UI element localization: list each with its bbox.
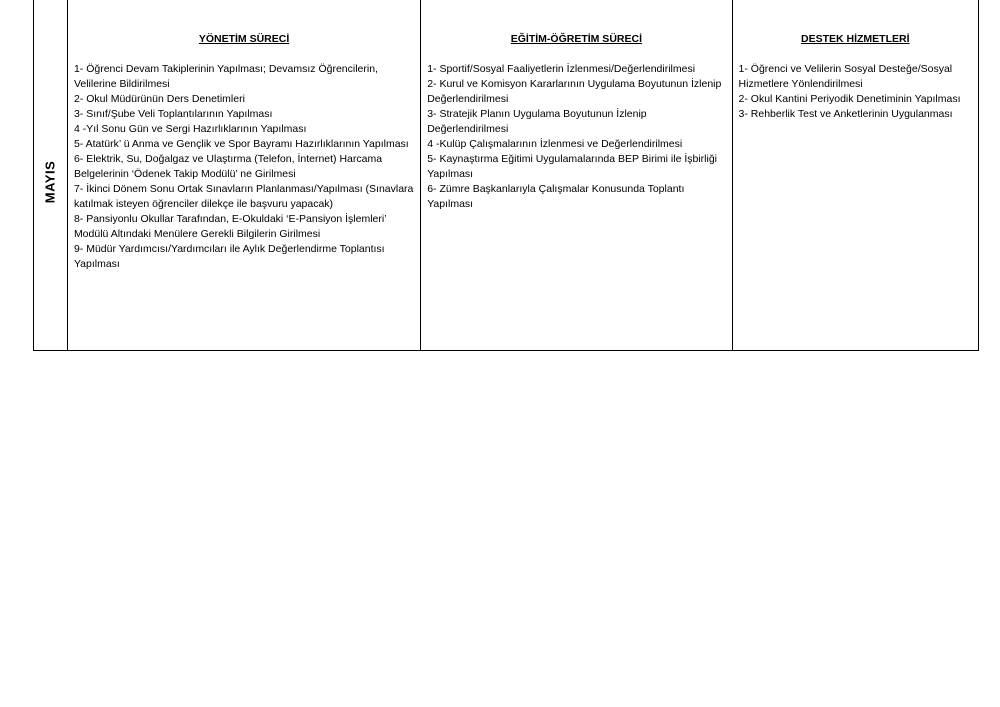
monthly-plan-table (33, 0, 979, 351)
column-title-yonetim: YÖNETİM SÜRECİ (198, 33, 290, 45)
list-item: 5- Atatürk’ ü Anma ve Gençlik ve Spor Bayramı Hazırlıklarının Yapılması (73, 138, 409, 150)
list-item: 5- Kaynaştırma Eğitimi Uygulamalarında BEP Birimi ile İşbirliği Yapılması (427, 153, 718, 180)
egitim-ogretim-item-list (427, 62, 727, 212)
destek-item-list (739, 62, 974, 122)
destek-column (733, 0, 978, 350)
list-item: 2- Okul Kantini Periyodik Denetiminin Yapılması (738, 93, 961, 105)
list-item: 3- Stratejik Planın Uygulama Boyutunun İzlenip Değerlendirilmesi (427, 108, 647, 135)
list-item: 9- Müdür Yardımcısı/Yardımcıları ile Aylık Değerlendirme Toplantısı Yapılması (73, 243, 385, 270)
column-title-destek: DESTEK HİZMETLERİ (801, 33, 910, 45)
list-item: 4 -Kulüp Çalışmalarının İzlenmesi ve Değerlendirilmesi (427, 138, 683, 150)
month-label: MAYIS (42, 160, 58, 204)
list-item: 3- Rehberlik Test ve Anketlerinin Uygulanması (738, 108, 953, 120)
list-item: 1- Sportif/Sosyal Faaliyetlerin İzlenmesi/Değerlendirilmesi (427, 63, 696, 75)
list-item: 1- Öğrenci Devam Takiplerinin Yapılması; Devamsız Öğrencilerin, Velilerine Bildirilmesi (73, 63, 378, 90)
list-item: 2- Kurul ve Komisyon Kararlarının Uygulama Boyutunun İzlenip Değerlendirilmesi (427, 78, 722, 105)
list-item: 1- Öğrenci ve Velilerin Sosyal Desteğe/Sosyal Hizmetlere Yönlendirilmesi (738, 63, 953, 90)
list-item: 6- Zümre Başkanlarıyla Çalışmalar Konusunda Toplantı Yapılması (427, 183, 685, 210)
month-column (34, 0, 68, 350)
egitim-ogretim-column (421, 0, 732, 350)
yonetim-item-list (74, 62, 416, 272)
list-item: 3- Sınıf/Şube Veli Toplantılarının Yapılması (73, 108, 273, 120)
list-item: 7- İkinci Dönem Sonu Ortak Sınavların Planlanması/Yapılması (Sınavlara katılmak isteyen öğrenciler dilekçe ile başvuru yapacak) (73, 183, 414, 210)
list-item: 4 -Yıl Sonu Gün ve Sergi Hazırlıklarının Yapılması (73, 123, 307, 135)
list-item: 2- Okul Müdürünün Ders Denetimleri (73, 93, 245, 105)
yonetim-column (68, 0, 421, 350)
list-item: 8- Pansiyonlu Okullar Tarafından, E-Okuldaki ‘E-Pansiyon İşlemleri’ Modülü Altındaki Menülere Gerekli Bilgilerin Girilmesi (73, 213, 387, 240)
column-title-egitim-ogretim: EĞİTİM-ÖĞRETİM SÜRECİ (510, 33, 642, 45)
list-item: 6- Elektrik, Su, Doğalgaz ve Ulaştırma (Telefon, İnternet) Harcama Belgelerinin ‘Ödenek Takip Modülü’ ne Girilmesi (73, 153, 383, 180)
